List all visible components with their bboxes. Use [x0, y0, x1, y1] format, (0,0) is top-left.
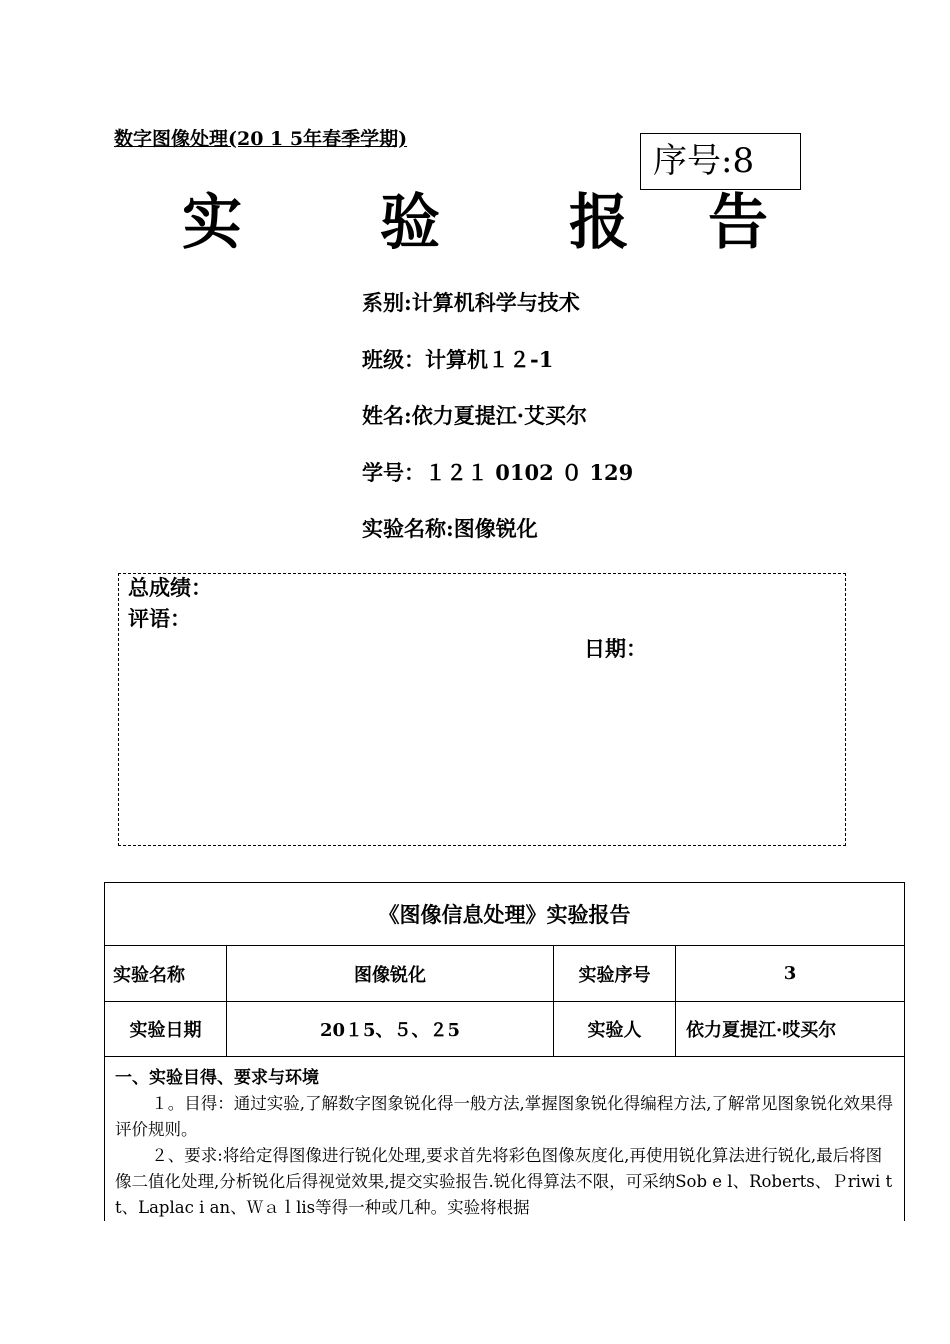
- experimenter-value: 依力夏提江·哎买尔: [676, 1002, 905, 1057]
- experimenter-label: 实验人: [554, 1002, 676, 1057]
- student-id-line: 学号：１２１ 0102 ０ 129: [362, 460, 634, 485]
- section-heading: 一、实验目得、要求与环境: [115, 1068, 319, 1088]
- experiment-name-value: 图像锐化: [227, 946, 554, 1002]
- course-semester-line: 数字图像处理(20 1 5年春季学期): [114, 128, 408, 150]
- experiment-date-value: 20１5、５、２5: [227, 1002, 554, 1057]
- date-label: 日期：: [584, 636, 647, 661]
- report-table-title: 《图像信息处理》实验报告: [105, 883, 905, 946]
- objective-paragraph: １。目得：通过实验,了解数字图象锐化得一般方法,掌握图象锐化得编程方法,了解常见图象锐化效果得评价规则。: [115, 1094, 894, 1139]
- experiment-name-line: 实验名称:图像锐化: [362, 516, 538, 541]
- serial-number-box: 序号:8: [640, 133, 801, 190]
- department-line: 系别:计算机科学与技术: [362, 290, 580, 315]
- title-char-4: 告: [708, 188, 768, 258]
- grading-box: [118, 573, 846, 846]
- experiment-date-label: 实验日期: [105, 1002, 227, 1057]
- title-char-1: 实: [182, 188, 242, 258]
- class-line: 班级：计算机１２-1: [362, 347, 554, 372]
- experiment-name-label: 实验名称: [105, 946, 227, 1002]
- objectives-section: [105, 1057, 905, 1222]
- experiment-number-label: 实验序号: [554, 946, 676, 1002]
- experiment-number-value: 3: [676, 946, 905, 1002]
- requirement-paragraph: ２、要求:将给定得图像进行锐化处理,要求首先将彩色图像灰度化,再使用锐化算法进行锐化,最后将图像二值化处理,分析锐化后得视觉效果,提交实验报告.锐化得算法不限，可采纳Sob e l、Roberts、Ｐriwi t t、Laplac i an、Ｗａｌlis等得一种或几种。实验将根据: [115, 1146, 893, 1217]
- title-char-2: 验: [380, 188, 440, 258]
- comments-label: 评语：: [128, 606, 191, 631]
- name-line: 姓名:依力夏提江·艾买尔: [362, 403, 588, 428]
- title-char-3: 报: [569, 188, 629, 258]
- report-table: [104, 882, 905, 1221]
- total-score-label: 总成绩：: [128, 575, 212, 600]
